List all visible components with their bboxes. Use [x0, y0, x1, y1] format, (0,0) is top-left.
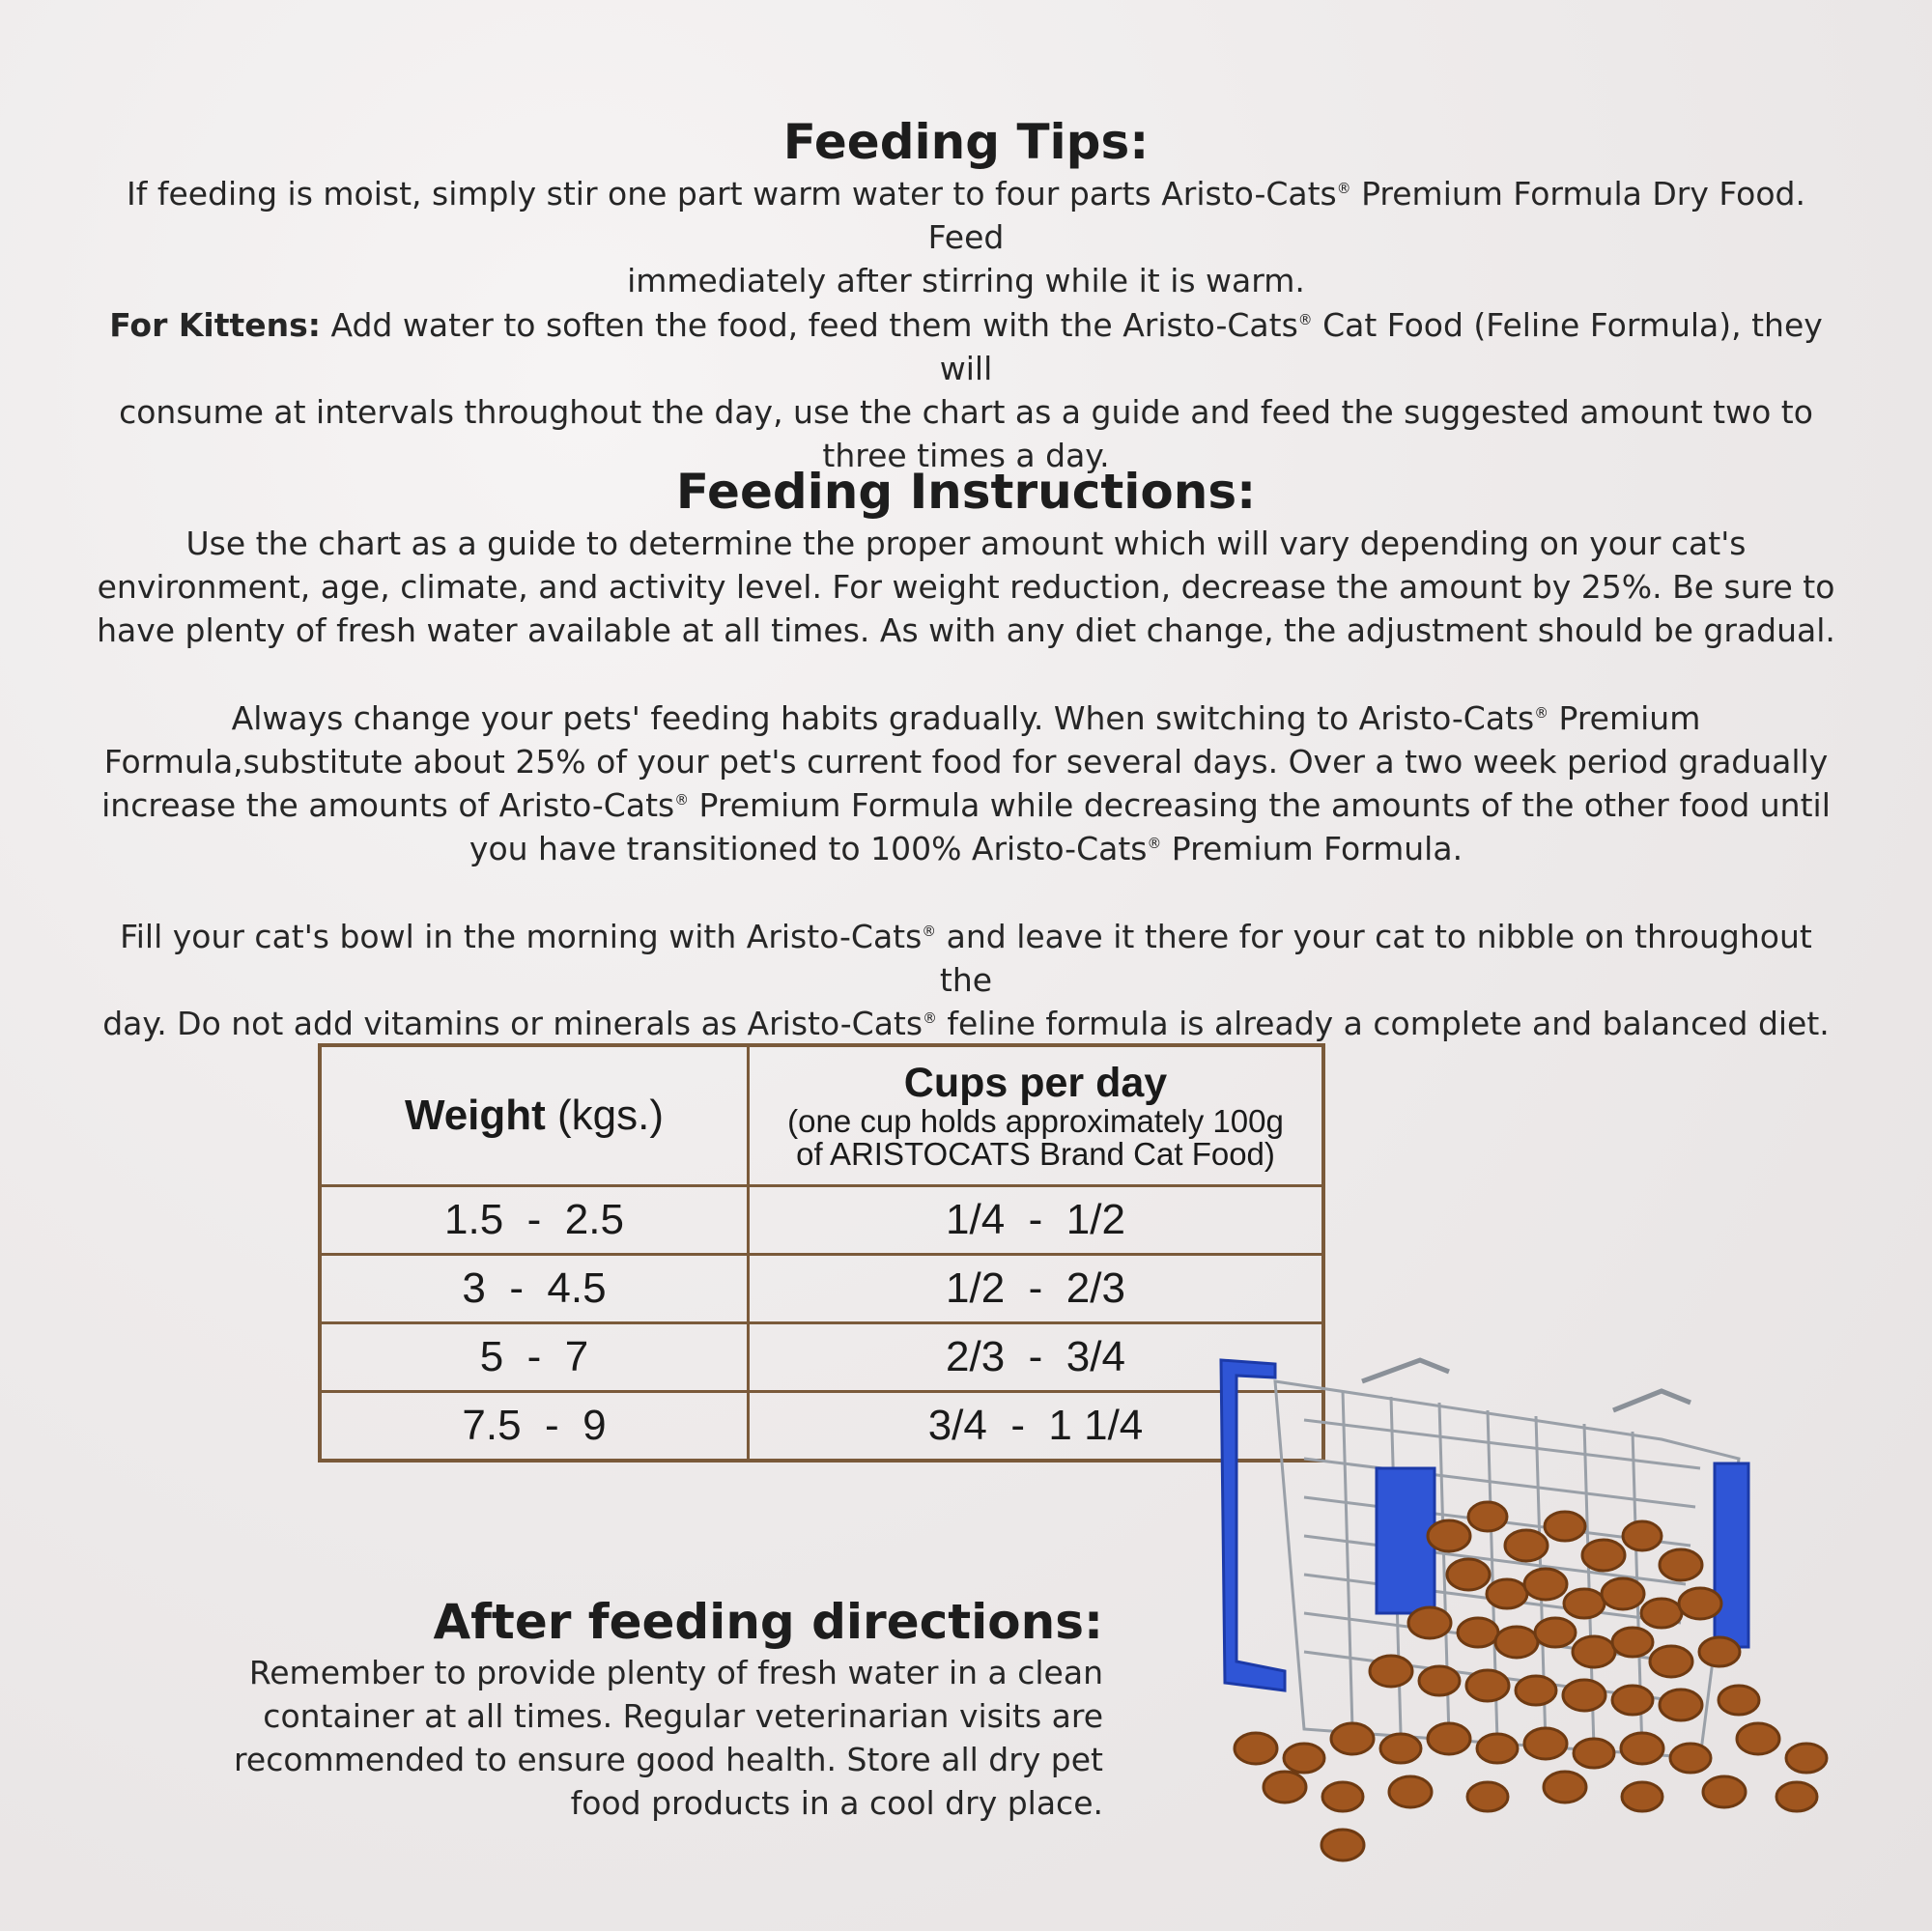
after-feeding-paragraph: Remember to provide plenty of fresh water in a clean container at all times. Regular veterinarian visits are recommended to ensure good health. Store all dry pet food products in a cool dry place.	[234, 1654, 1103, 1822]
instructions-paragraph-2: Always change your pets' feeding habits gradually. When switching to Aristo-Cats® Premium Formula,substitute about 25% of your pet's current food for several days. Over a two week period gradually increase the amounts of Aristo-Cats® Premium Formula while decreasing the amounts of the other food until you have transitioned to 100% Aristo-Cats® Premium Formula.	[101, 699, 1831, 867]
kittens-label: For Kittens:	[109, 306, 321, 344]
feeding-table	[318, 1043, 1325, 1462]
weight-cell: 1.5 - 2.5	[444, 1196, 624, 1243]
cups-cell: 2/3 - 3/4	[946, 1333, 1125, 1380]
after-feeding-title: After feeding directions:	[433, 1594, 1103, 1650]
cups-header: Cups per day (one cup holds approximately 100g of ARISTOCATS Brand Cat Food)	[787, 1060, 1284, 1172]
cart-panel	[1377, 1468, 1435, 1613]
instructions-paragraph-3: Fill your cat's bowl in the morning with Aristo-Cats® and leave it there for your cat to nibble on throughout the day. Do not add vitamins or minerals as Aristo-Cats® feline formula is already a complete and balanced diet.	[102, 918, 1830, 1042]
kittens-paragraph: For Kittens: Add water to soften the food, feed them with the Aristo-Cats® Cat Food (Feline Formula), they will consume at intervals throughout the day, use the chart as a guide and feed the suggested amount two to three times a day.	[109, 306, 1823, 474]
weight-cell: 7.5 - 9	[462, 1402, 607, 1449]
weight-cell: 3 - 4.5	[462, 1264, 607, 1312]
cups-cell: 1/4 - 1/2	[946, 1196, 1125, 1243]
weight-header: Weight (kgs.)	[404, 1092, 665, 1139]
cart-kibble-illustration	[1198, 1343, 1855, 1884]
cups-cell: 1/2 - 2/3	[946, 1264, 1125, 1312]
feeding-instructions-title: Feeding Instructions:	[675, 464, 1257, 520]
instructions-paragraph-1: Use the chart as a guide to determine the proper amount which will vary depending on your cat's environment, age, climate, and activity level. For weight reduction, decrease the amount by 25%. Be sure to have plenty of fresh water available at all times. As with any diet change, the adjustment should be gradual.	[97, 525, 1835, 649]
feeding-tips-paragraph: If feeding is moist, simply stir one part warm water to four parts Aristo-Cats® Premium Formula Dry Food. Feed immediately after stirring while it is warm.	[127, 175, 1805, 299]
cart-panel	[1715, 1463, 1748, 1647]
weight-cell: 5 - 7	[479, 1333, 589, 1380]
cups-cell: 3/4 - 1 1/4	[927, 1402, 1144, 1449]
feeding-tips-title: Feeding Tips:	[782, 114, 1150, 170]
